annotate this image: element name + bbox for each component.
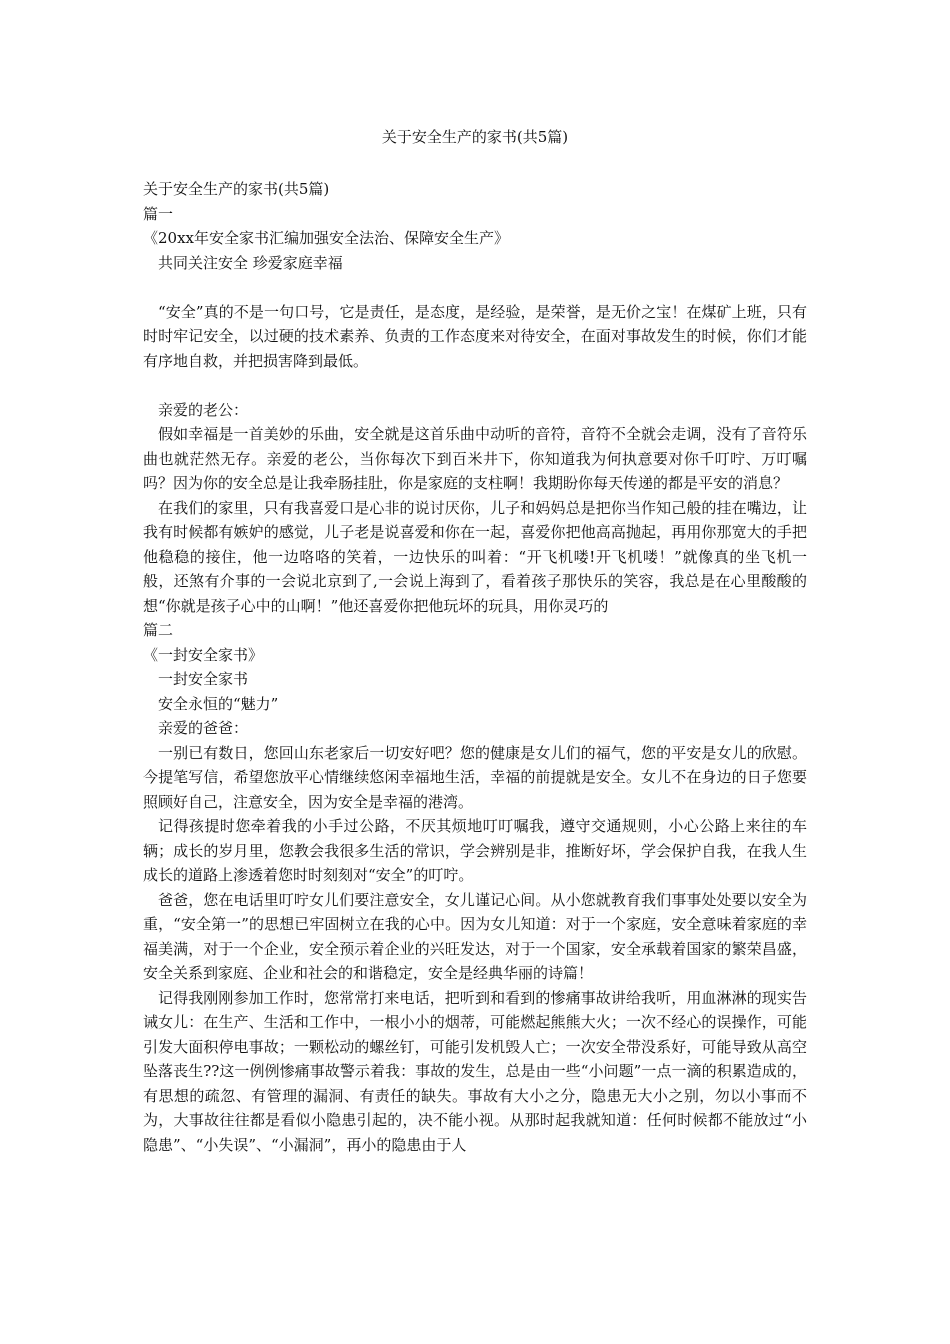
document-subtitle: 关于安全生产的家书(共5篇): [143, 180, 330, 198]
part1-paragraph-1: 假如幸福是一首美妙的乐曲，安全就是这首乐曲中动听的音符，音符不全就会走调，没有了音符乐曲也就茫然无存。亲爱的老公，当你每次下到百米井下，你知道我为何执意要对你千叮咛、万叮嘱吗？因为你的安全总是让我牵肠挂肚，你是家庭的支柱啊！我期盼你每天传递的都是平安的消息？: [143, 425, 807, 492]
part1-paragraph-2: 在我们的家里，只有我喜爱口是心非的说讨厌你，儿子和妈妈总是把你当作知己般的挂在嘴边，让我有时候都有嫉妒的感觉，儿子老是说喜爱和你在一起，喜爱你把他高高抛起，再用你那宽大的手把他稳稳的接住，他一边咯咯的笑着，一边快乐的叫着：“开飞机喽!开飞机喽！”就像真的坐飞机一般，还煞有介事的一会说北京到了,一会说上海到了，看着孩子那快乐的笑容，我总是在心里酸酸的想“你就是孩子心中的山啊！”他还喜爱你把他玩坏的玩具，用你灵巧的: [143, 498, 807, 615]
part2-paragraph-4: 记得我刚刚参加工作时，您常常打来电话，把听到和看到的惨痛事故讲给我听，用血淋淋的现实告诫女儿：在生产、生活和工作中，一根小小的烟蒂，可能燃起熊熊大火；一次不经心的误操作，可能引发大面积停电事故；一颗松动的螺丝钉，可能引发机毁人亡；一次安全带没系好，可能导致从高空坠落丧生??这一例例惨痛事故警示着我：事故的发生，总是由一些“小问题”一点一滴的积累造成的，有思想的疏忽、有管理的漏洞、有责任的缺失。事故有大小之分，隐患无大小之别，勿以小事而不为，大事故往往都是看似小隐患引起的，决不能小视。从那时起我就知道：任何时候都不能放过“小隐患”、“小失误”、“小漏洞”，再小的隐患由于人: [143, 988, 807, 1154]
part2-paragraph-1: 一别已有数日，您回山东老家后一切安好吧？您的健康是女儿们的福气，您的平安是女儿的欣慰。今提笔写信，希望您放平心情继续悠闲幸福地生活，幸福的前提就是安全。女儿不在身边的日子您要照顾好自己，注意安全，因为安全是幸福的港湾。: [143, 743, 807, 811]
spacer: [143, 373, 807, 398]
spacer: [143, 275, 807, 300]
part1-label: 篇一: [143, 204, 174, 223]
part1-book-title: 《20xx年安全家书汇编加强安全法治、保障安全生产》: [143, 229, 510, 247]
part2-heading: 一封安全家书: [158, 670, 249, 688]
document-body: [143, 177, 807, 1157]
document-title: 关于安全生产的家书(共5篇): [381, 128, 569, 146]
part2-paragraph-2: 记得孩提时您牵着我的小手过公路，不厌其烦地叮叮嘱我，遵守交通规则，小心公路上来往的车辆；成长的岁月里，您教会我很多生活的常识，学会辨别是非，推断好坏，学会保护自我，在我人生成长的道路上渗透着您时时刻刻对“安全”的叮咛。: [143, 817, 807, 884]
part2-greeting: 亲爱的爸爸：: [158, 719, 249, 737]
part2-paragraph-3: 爸爸，您在电话里叮咛女儿们要注意安全，女儿谨记心间。从小您就教育我们事事处处要以安全为重，“安全第一”的思想已牢固树立在我的心中。因为女儿知道：对于一个家庭，安全意味着家庭的幸福美满，对于一个企业，安全预示着企业的兴旺发达，对于一个国家，安全承载着国家的繁荣昌盛，安全关系到家庭、企业和社会的和谐稳定，安全是经典华丽的诗篇！: [143, 890, 807, 982]
part1-intro-paragraph: “安全”真的不是一句口号，它是责任，是态度，是经验，是荣誉，是无价之宝！在煤矿上班，只有时时牢记安全，以过硬的技术素养、负责的工作态度来对待安全，在面对事故发生的时候，你们才能有序地自救，并把损害降到最低。: [143, 302, 807, 370]
part2-label: 篇二: [143, 621, 174, 639]
part2-subheading: 安全永恒的“魅力”: [158, 694, 279, 713]
part1-greeting: 亲爱的老公：: [158, 400, 249, 419]
part1-heading: 共同关注安全 珍爱家庭幸福: [158, 253, 343, 272]
part2-book-title: 《一封安全家书》: [143, 645, 264, 664]
